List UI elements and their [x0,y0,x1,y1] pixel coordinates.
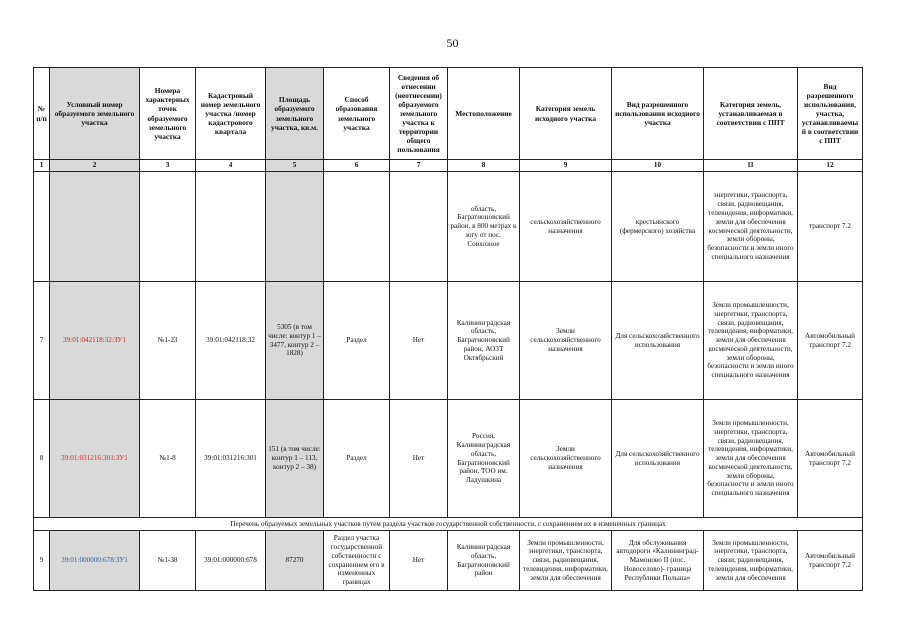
header-cell: Площадь образуемого земельного участка, кв.м. [266,68,324,160]
points-cell: №1-38 [140,531,196,591]
header-cell: Местоположение [448,68,520,160]
public-cell: Нет [390,531,448,591]
table-row [34,531,863,591]
table-cell [390,172,448,282]
table-cell [266,172,324,282]
table-cell [50,172,140,282]
table-row-continuation [34,172,863,282]
header-row [34,68,863,160]
public-cell: Нет [390,282,448,400]
column-number: 5 [266,160,324,172]
source-use-cell: Для сельскохозяйственного использования [612,282,704,400]
header-cell: Номера характерных точек образуемого земельного участка [140,68,196,160]
row-number: 9 [34,531,50,591]
source-category-cell: Земли сельскохозяйственного назначения [520,282,612,400]
area-cell: 151 (в том числе: контур 1 – 113, контур 2 – 38) [266,400,324,518]
header-cell: Вид разрешенного использования исходного участка [612,68,704,160]
table-cell [140,172,196,282]
source-use-cell: крестьянского (фермерского) хозяйства [612,172,704,282]
source-category-cell: сельскохозяйственного назначения [520,172,612,282]
target-use-cell: Автомобильный транспорт 7.2 [798,531,863,591]
table-row [34,282,863,400]
header-cell: Кадастровый номер земельного участка /номер кадастрового квартала [196,68,266,160]
target-category-cell: Земли промышленности, энергетики, транспорта, связи, радиовещания, телевидения, информатики, земли для обеспечения [704,531,798,591]
section-heading-row [34,518,863,531]
plot-id: 39:01:000000:678:ЗУ1 [50,531,140,591]
source-category-cell: Земли сельскохозяйственного назначения [520,400,612,518]
column-number: 7 [390,160,448,172]
column-number: 10 [612,160,704,172]
location-cell: Калининградская область, Багратионовский район, АОЗТ Октябрьский [448,282,520,400]
column-number: 4 [196,160,266,172]
column-number: 9 [520,160,612,172]
public-cell: Нет [390,400,448,518]
header-cell: Вид разрешенного использования, участка, устанавливаемый в соответствии с ППТ [798,68,863,160]
header-cell: Условный номер образуемого земельного участка [50,68,140,160]
column-number: 8 [448,160,520,172]
column-number: 6 [324,160,390,172]
row-number: 8 [34,400,50,518]
column-number: 11 [704,160,798,172]
location-cell: область, Багратионовский район, в 800 метрах к югу от пос. Совхозное [448,172,520,282]
table-cell [196,172,266,282]
table-cell [324,172,390,282]
location-cell: Россия, Калининградская область, Багратионовский район, ТОО им. Ладушкина [448,400,520,518]
method-cell: Раздел участка государственной собственности с сохранением его в измененных границах [324,531,390,591]
column-number: 1 [34,160,50,172]
column-number: 2 [50,160,140,172]
page-number: 50 [446,36,459,50]
table-row [34,400,863,518]
cadastral-cell: 39:01:031216:301 [196,400,266,518]
target-use-cell: транспорт 7.2 [798,172,863,282]
area-cell: 87270 [266,531,324,591]
column-number: 12 [798,160,863,172]
header-cell: Категория земель исходного участка [520,68,612,160]
method-cell: Раздел [324,400,390,518]
area-cell: 5305 (в том числе: контур 1 – 3477, контур 2 – 1828) [266,282,324,400]
location-cell: Калининградская область, Багратионовский район [448,531,520,591]
points-cell: №1-23 [140,282,196,400]
header-cell: Сведения об отнесении (неотнесении) образуемого земельного участка к территории общего пользования [390,68,448,160]
column-number-row [34,160,863,172]
table-cell [34,172,50,282]
header-cell: № п/п [34,68,50,160]
source-use-cell: Для сельскохозяйственного использования [612,400,704,518]
land-plots-table [33,67,863,591]
source-use-cell: Для обслуживания автодороги «Калининград-Мамоново II (пос. Новоселово)- граница Республики Польша» [612,531,704,591]
header-cell: Способ образования земельного участка [324,68,390,160]
target-category-cell: Земли промышленности, энергетики, транспорта, связи, радиовещания, телевидения, информатики, земли для обеспечения космической деятельности, земли обороны, безопасности и земли иного специального назначения [704,282,798,400]
column-number: 3 [140,160,196,172]
points-cell: №1-8 [140,400,196,518]
section-heading: Перечень образуемых земельных участков путем раздела участков государственной собственности, с сохранением их в измененных границах [34,518,863,531]
target-use-cell: Автомобильный транспорт 7.2 [798,400,863,518]
source-category-cell: Земли промышленности, энергетики, транспорта, связи, радиовещания, телевидения, информатики, земли для обеспечения [520,531,612,591]
row-number: 7 [34,282,50,400]
header-cell: Категория земель, устанавливаемая в соответствии с ППТ [704,68,798,160]
target-use-cell: Автомобильный транспорт 7.2 [798,282,863,400]
method-cell: Раздел [324,282,390,400]
target-category-cell: Земли промышленности, энергетики, транспорта, связи, радиовещания, телевидения, информатики, земли для обеспечения космической деятельности, земли обороны, безопасности и земли иного специального назначения [704,400,798,518]
cadastral-cell: 39:01:042118:32 [196,282,266,400]
plot-id: 39:01:042118:32:ЗУ1 [50,282,140,400]
plot-id: 39:01:031216:301:ЗУ1 [50,400,140,518]
target-category-cell: энергетики, транспорта, связи, радиовещания, телевидения, информатики, земли для обеспечения космической деятельности, земли обороны, безопасности и земли иного специального назначения [704,172,798,282]
cadastral-cell: 39:01:000000:678 [196,531,266,591]
